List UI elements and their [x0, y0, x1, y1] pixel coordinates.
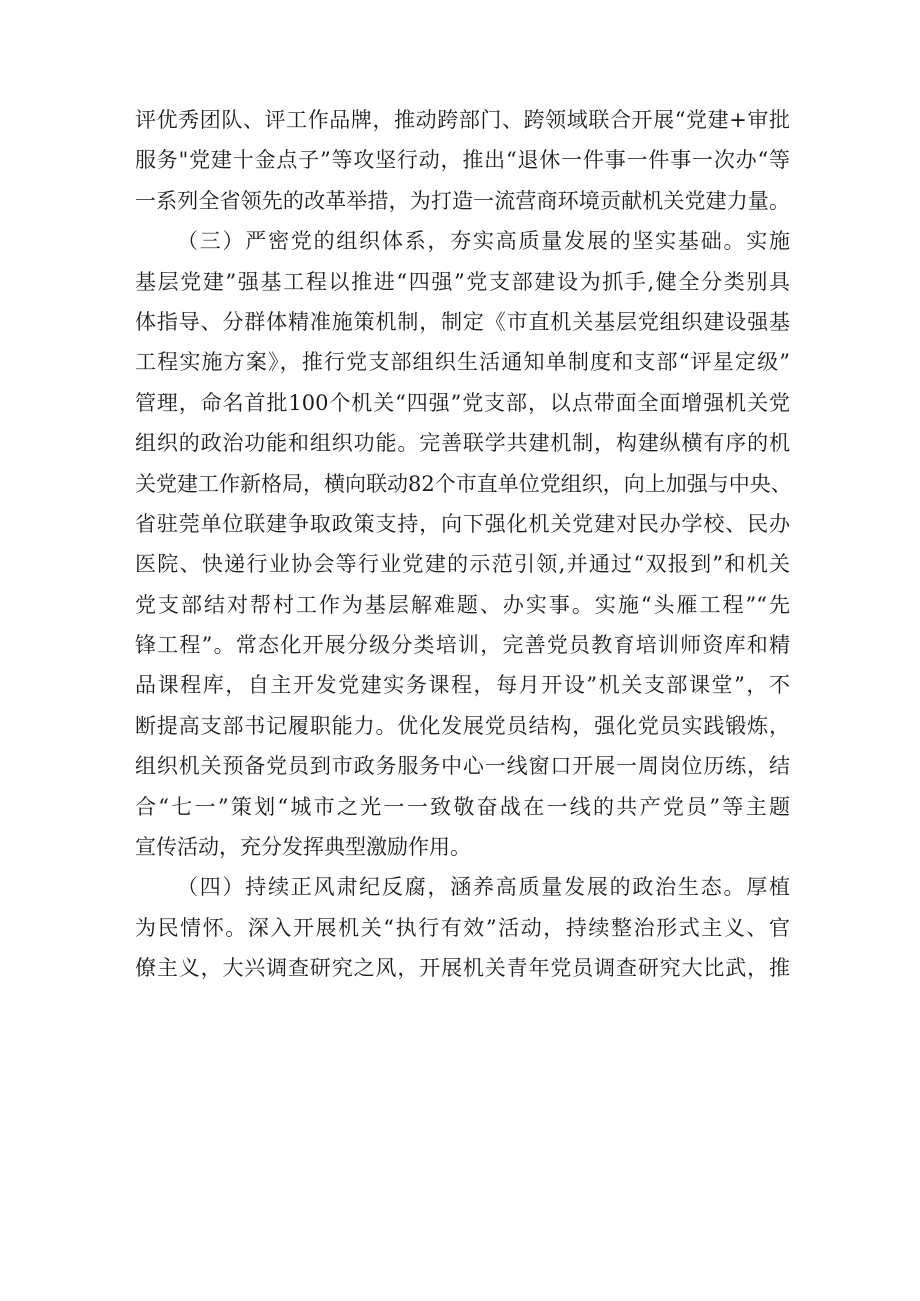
text-line: 组织机关预备党员到市政务服务中心一线窗口开展一周岗位历练，结	[135, 754, 790, 779]
text-line: （四）持续正风肃纪反腐，涵养高质量发展的政治生态。厚植	[177, 875, 790, 900]
paragraph	[135, 867, 790, 988]
text-line: 医院、快递行业协会等行业党建的示范引领,并通过“双报到”和机关	[135, 552, 790, 577]
text-line: 僚主义，大兴调查研究之风，开展机关青年党员调查研究大比武，推	[135, 956, 790, 981]
text-line: 基层党建”强基工程以推进“四强”党支部建设为抓手,健全分类别具	[135, 269, 790, 294]
paragraph	[135, 100, 790, 221]
text-line: 服务"党建十金点子”等攻坚行动，推出“退休一件事一件事一次办“等	[135, 148, 790, 173]
text-line: 管理，命名首批100个机关“四强”党支部，以点带面全面增强机关党	[135, 390, 790, 415]
text-line: 省驻莞单位联建争取政策支持，向下强化机关党建对民办学校、民办	[135, 511, 790, 536]
text-line: 合“七一”策划“城市之光一一致敬奋战在一线的共产党员”等主题	[135, 794, 790, 819]
text-line: 宣传活动，充分发挥典型激励作用。	[135, 835, 471, 860]
text-line: 党支部结对帮村工作为基层解难题、办实事。实施“头雁工程”“先	[135, 592, 790, 617]
text-line: 体指导、分群体精准施策机制，制定《市直机关基层党组织建设强基	[135, 309, 790, 334]
text-line: 评优秀团队、评工作品牌，推动跨部门、跨领域联合开展“党建+审批	[135, 108, 790, 132]
text-line: 锋工程”。常态化开展分级分类培训，完善党员教育培训师资库和精	[135, 633, 790, 658]
paragraph	[135, 221, 790, 867]
text-line: 为民情怀。深入开展机关“执行有效”活动，持续整治形式主义、官	[135, 915, 790, 940]
document-body	[135, 100, 790, 989]
text-line: （三）严密党的组织体系，夯实高质量发展的坚实基础。实施	[177, 229, 790, 254]
text-line: 工程实施方案》，推行党支部组织生活通知单制度和支部“评星定级”	[135, 350, 790, 375]
text-line: 组织的政治功能和组织功能。完善联学共建机制，构建纵横有序的机	[135, 431, 790, 456]
text-line: 一系列全省领先的改革举措，为打造一流营商环境贡献机关党建力量。	[135, 188, 790, 213]
text-line: 关党建工作新格局，横向联动82个市直单位党组织，向上加强与中央、	[135, 471, 792, 496]
text-line: 品课程库，自主开发党建实务课程，每月开设”机关支部课堂”，不	[135, 673, 790, 698]
text-line: 断提高支部书记履职能力。优化发展党员结构，强化党员实践锻炼，	[135, 713, 790, 738]
